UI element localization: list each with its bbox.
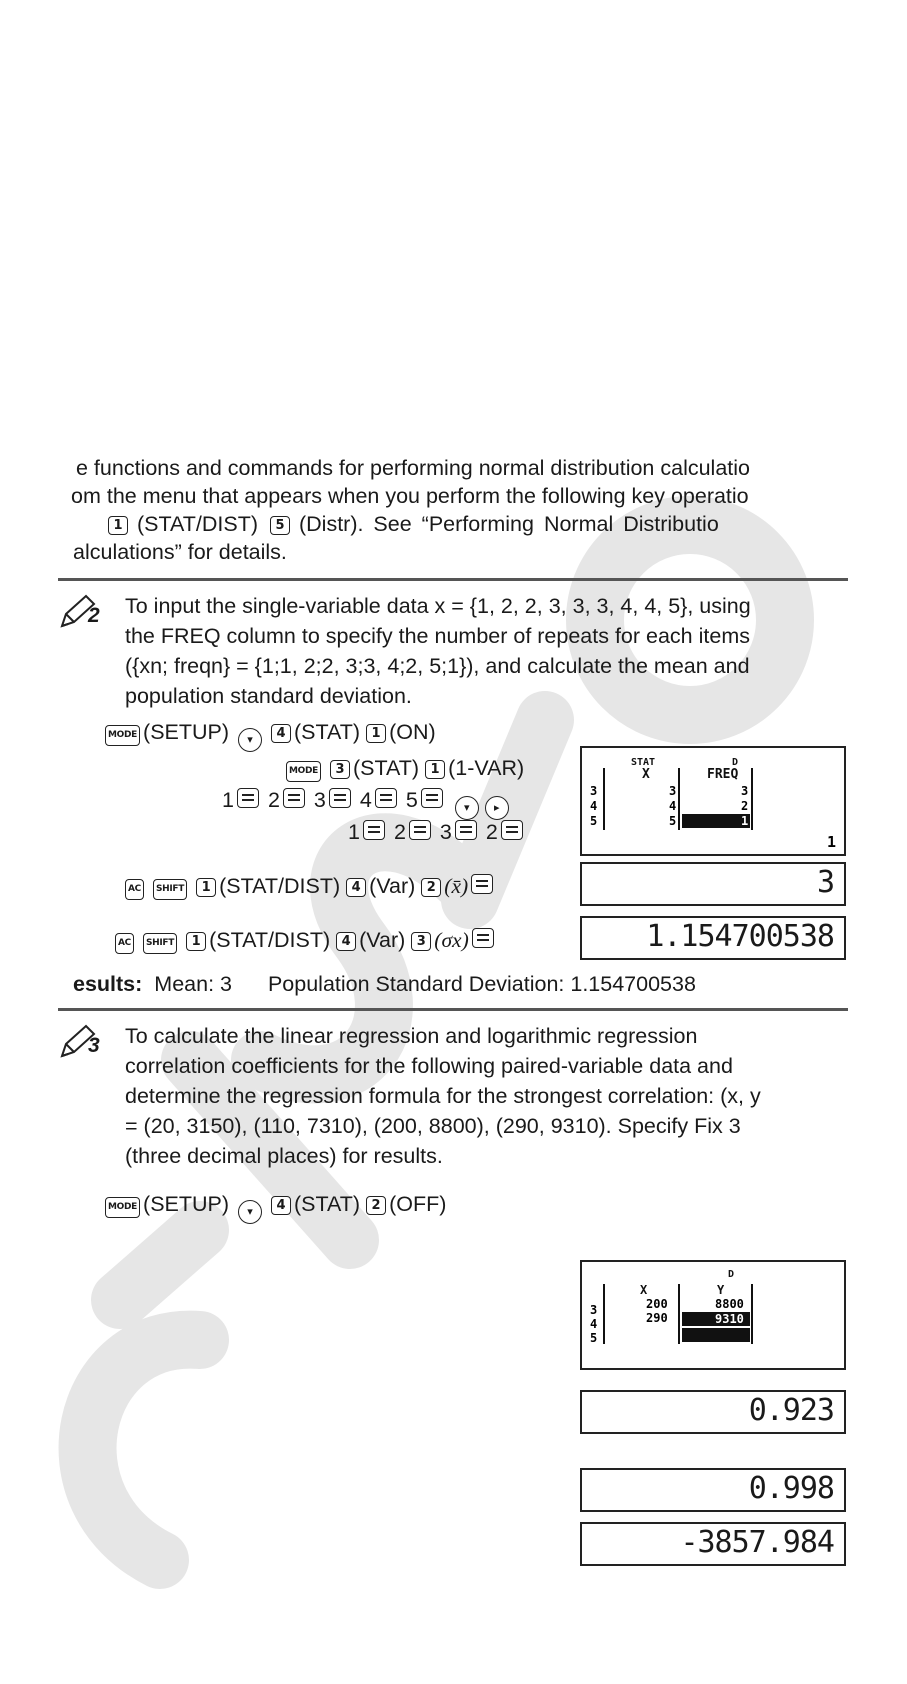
key-1: 1	[186, 932, 206, 951]
row-number: 4	[590, 799, 598, 813]
mean-symbol: (x̄)	[444, 874, 469, 898]
equals-key-icon	[501, 820, 523, 840]
equals-key-icon	[375, 788, 397, 808]
var-label: (Var)	[359, 928, 406, 952]
results-mean: Mean: 3	[154, 972, 232, 996]
ex2-var-line-2	[115, 926, 497, 954]
coeff-a-result: -3857.984	[680, 1525, 834, 1560]
sigma-symbol: (σx)	[434, 928, 469, 952]
mode-key: MODE	[286, 761, 321, 782]
key-4: 4	[336, 932, 356, 951]
equals-key-icon	[363, 820, 385, 840]
freq-value: 2	[741, 799, 749, 813]
x-value: 3	[669, 784, 677, 798]
equals-key-icon	[329, 788, 351, 808]
equals-key-icon	[237, 788, 259, 808]
key-3: 3	[330, 760, 350, 779]
setup-label: (SETUP)	[143, 1192, 230, 1216]
row-number: 3	[590, 1303, 598, 1317]
equals-key-icon	[471, 874, 493, 894]
key-4: 4	[271, 724, 291, 743]
key-3: 3	[411, 932, 431, 951]
section-divider	[58, 1008, 848, 1011]
stat-label: (STAT)	[294, 1192, 361, 1216]
freq-entry: 2	[393, 820, 406, 844]
freq-value: 3	[741, 784, 749, 798]
x-entry: 5	[405, 788, 418, 812]
equals-key-icon	[283, 788, 305, 808]
watermark-o	[595, 525, 785, 715]
mean-result: 3	[816, 865, 834, 900]
x-value: 4	[669, 799, 677, 813]
freq-entry: 2	[485, 820, 498, 844]
ex3-desc-1: To calculate the linear regression and logarithmic regression	[125, 1024, 698, 1048]
on-label: (ON)	[389, 720, 436, 744]
row-number: 5	[590, 814, 598, 828]
x-entry: 2	[267, 788, 280, 812]
x-value: 290	[646, 1311, 668, 1325]
ex2-var-line-1	[125, 872, 496, 900]
ex3-desc-5: (three decimal places) for results.	[125, 1144, 443, 1168]
equals-key-icon	[421, 788, 443, 808]
col-y-header: Y	[717, 1283, 725, 1297]
key-2: 2	[366, 1196, 386, 1215]
key-5: 5	[270, 516, 290, 535]
ex3-desc-3: determine the regression formula for the strongest correlation: (x, y	[125, 1084, 761, 1108]
key-4: 4	[346, 878, 366, 897]
x-entry: 4	[359, 788, 372, 812]
ex2-setup-line	[105, 718, 436, 752]
key-1: 1	[366, 724, 386, 743]
key-1: 1	[196, 878, 216, 897]
equals-key-icon	[455, 820, 477, 840]
empty-cell-highlight	[682, 1328, 750, 1342]
key-1: 1	[108, 516, 128, 535]
x-entry: 3	[313, 788, 326, 812]
ex2-desc-1: To input the single-variable data x = {1, 2, 2, 3, 3, 3, 4, 4, 5}, using	[125, 594, 751, 618]
col-x-header: X	[642, 767, 650, 782]
y-value: 9310	[715, 1312, 744, 1326]
ex2-desc-2: the FREQ column to specify the number of repeats for each items	[125, 624, 750, 648]
intro-line-3a: (STAT/DIST)	[136, 512, 259, 536]
watermark-c	[88, 1340, 200, 1560]
setup-label: (SETUP)	[143, 720, 230, 744]
row-number: 5	[590, 1331, 598, 1345]
selected-cell	[682, 814, 750, 828]
section-divider	[58, 578, 848, 581]
right-arrow-icon: ▸	[485, 796, 509, 820]
ex2-x-entry-line	[222, 786, 512, 820]
x-value: 200	[646, 1297, 668, 1311]
equals-key-icon	[409, 820, 431, 840]
intro-line-3b: (Distr). See “Performing Normal Distributio	[298, 512, 719, 536]
paired-table-display	[582, 1262, 844, 1368]
cursor-value: 1	[827, 833, 837, 851]
intro-line-2: om the menu that appears when you perform the following key operatio	[71, 484, 749, 508]
ex3-desc-4: = (20, 3150), (110, 7310), (200, 8800), (290, 9310). Specify Fix 3	[125, 1114, 741, 1138]
ex2-stat-line	[286, 754, 524, 782]
intro-line-3	[108, 510, 719, 538]
shift-key: SHIFT	[143, 933, 177, 954]
x-value: 5	[669, 814, 677, 828]
results-label: esults:	[73, 972, 143, 996]
mode-key: MODE	[105, 1197, 140, 1218]
calc-screen-sd	[580, 916, 846, 960]
example-number: 2	[88, 604, 100, 627]
key-1: 1	[425, 760, 445, 779]
calc-screen-coeff-a	[580, 1522, 846, 1566]
col-freq-header: FREQ	[707, 767, 739, 782]
ex2-desc-3: ({xn; freqn} = {1;1, 2;2, 3;3, 4;2, 5;1}), and calculate the mean and	[125, 654, 750, 678]
row-number: 3	[590, 784, 598, 798]
calc-screen-paired-table	[580, 1260, 846, 1370]
stat-label: (STAT)	[294, 720, 361, 744]
d-indicator: D	[728, 1269, 735, 1280]
row-number: 4	[590, 1317, 598, 1331]
example-number: 3	[88, 1034, 100, 1057]
y-value: 8800	[715, 1297, 744, 1311]
down-arrow-icon: ▾	[455, 796, 479, 820]
stat-table-display	[582, 748, 844, 854]
r-linear-result: 0.923	[748, 1393, 834, 1428]
stat-dist-label: (STAT/DIST)	[219, 874, 341, 898]
intro-line-4: alculations” for details.	[73, 540, 287, 564]
stat-indicator: STAT	[631, 757, 656, 768]
stat-label: (STAT)	[353, 756, 420, 780]
off-label: (OFF)	[389, 1192, 447, 1216]
results-sd: Population Standard Deviation: 1.154700538	[267, 972, 696, 996]
x-entry: 1	[222, 788, 234, 812]
ac-key: AC	[115, 933, 134, 954]
key-4: 4	[271, 1196, 291, 1215]
freq-entry: 1	[348, 820, 360, 844]
intro-line-1: e functions and commands for performing normal distribution calculatio	[76, 456, 750, 480]
calc-screen-stat-table	[580, 746, 846, 856]
freq-entry: 3	[439, 820, 452, 844]
calc-screen-r-linear	[580, 1390, 846, 1434]
ex2-desc-4: population standard deviation.	[125, 684, 412, 708]
equals-key-icon	[472, 928, 494, 948]
ex2-results-line	[73, 970, 696, 998]
r-log-result: 0.998	[748, 1471, 834, 1506]
down-arrow-icon: ▾	[238, 1200, 262, 1224]
calc-screen-r-log	[580, 1468, 846, 1512]
col-x-header: X	[640, 1283, 648, 1297]
stat-dist-label: (STAT/DIST)	[209, 928, 331, 952]
sd-result: 1.154700538	[646, 919, 834, 954]
ac-key: AC	[125, 879, 144, 900]
freq-value: 1	[741, 814, 749, 828]
ex2-freq-entry-line	[348, 818, 526, 846]
d-indicator: D	[732, 757, 739, 768]
calc-screen-mean	[580, 862, 846, 906]
one-var-label: (1-VAR)	[448, 756, 525, 780]
key-2: 2	[421, 878, 441, 897]
var-label: (Var)	[369, 874, 416, 898]
shift-key: SHIFT	[153, 879, 187, 900]
mode-key: MODE	[105, 725, 140, 746]
ex3-desc-2: correlation coefficients for the following paired-variable data and	[125, 1054, 733, 1078]
ex3-setup-line	[105, 1190, 446, 1224]
down-arrow-icon: ▾	[238, 728, 262, 752]
